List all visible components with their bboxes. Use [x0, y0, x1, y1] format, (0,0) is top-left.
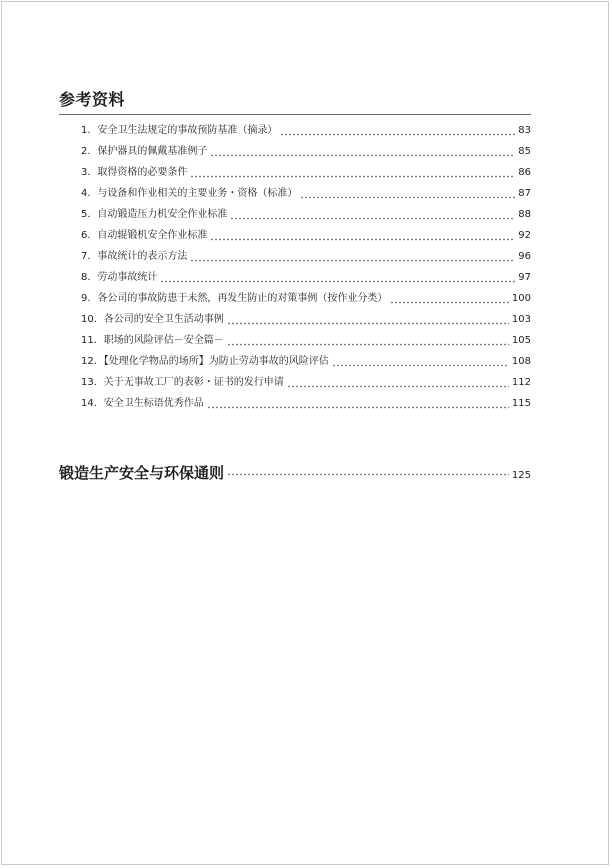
main-section-title: 锻造生产安全与环保通则 — [59, 464, 225, 482]
dot-leader — [227, 319, 509, 328]
toc-entry-title: 12．【处理化学物品的场所】为防止劳动事故的风险评估 — [81, 356, 329, 367]
toc-entry[interactable] — [81, 355, 531, 376]
toc-entry-page: 112 — [511, 377, 531, 388]
toc-entry-title: 9．各公司的事故防患于未然，再发生防止的对策事例（按作业分类） — [81, 293, 388, 304]
dot-leader — [190, 172, 515, 181]
dot-leader — [300, 193, 515, 202]
toc-entry-title: 14．安全卫生标语优秀作品 — [81, 398, 204, 409]
dot-leader — [227, 340, 509, 349]
heading-divider — [59, 114, 531, 115]
toc-entry-title: 2．保护器具的佩戴基准例子 — [81, 146, 208, 157]
toc-entry-page: 87 — [518, 188, 531, 199]
dot-leader — [390, 298, 509, 307]
toc-entry-title: 6．自动辊锻机安全作业标准 — [81, 230, 208, 241]
dot-leader — [160, 277, 515, 286]
toc-entry[interactable] — [81, 250, 531, 271]
toc-entry-title: 8．劳动事故统计 — [81, 272, 158, 283]
toc-entry-title: 1．安全卫生法规定的事故预防基准（摘录） — [81, 125, 278, 136]
toc-entry[interactable] — [81, 124, 531, 145]
dot-leader — [280, 130, 515, 139]
toc-entry-title: 3．取得资格的必要条件 — [81, 167, 188, 178]
toc-entry[interactable] — [81, 145, 531, 166]
toc-entry[interactable] — [81, 334, 531, 355]
main-section-entry[interactable] — [59, 463, 531, 483]
toc-entry[interactable] — [81, 292, 531, 313]
main-section-page: 125 — [511, 470, 531, 481]
dot-leader — [332, 361, 509, 370]
toc-entry-page: 97 — [518, 272, 531, 283]
toc-entry-page: 86 — [518, 167, 531, 178]
toc-entry[interactable] — [81, 208, 531, 229]
toc-entry[interactable] — [81, 229, 531, 250]
toc-entry-title: 7．事故统计的表示方法 — [81, 251, 188, 262]
toc-entry[interactable] — [81, 376, 531, 397]
dot-leader — [207, 403, 509, 412]
toc-entry-page: 100 — [511, 293, 531, 304]
toc-entry-page: 85 — [518, 146, 531, 157]
toc-entry-page: 105 — [511, 335, 531, 346]
section-heading: 参考资料 — [59, 90, 126, 109]
toc-entry-page: 88 — [518, 209, 531, 220]
toc-entry-page: 96 — [518, 251, 531, 262]
toc-entry[interactable] — [81, 271, 531, 292]
toc-entry[interactable] — [81, 313, 531, 334]
toc-entry-page: 108 — [511, 356, 531, 367]
toc-entry-title: 4．与设备和作业相关的主要业务・资格（标准） — [81, 188, 298, 199]
dot-leader — [287, 382, 509, 391]
toc-entry-title: 5．自动锻造压力机安全作业标准 — [81, 209, 228, 220]
toc-list — [81, 124, 531, 418]
toc-entry[interactable] — [81, 187, 531, 208]
dot-leader — [230, 214, 515, 223]
toc-entry-page: 115 — [511, 398, 531, 409]
dot-leader — [210, 151, 515, 160]
toc-entry-page: 83 — [518, 125, 531, 136]
dot-leader — [210, 235, 515, 244]
toc-entry-page: 103 — [511, 314, 531, 325]
toc-entry[interactable] — [81, 166, 531, 187]
toc-entry-title: 11．职场的风险评估－安全篇－ — [81, 335, 224, 346]
dot-leader — [190, 256, 515, 265]
toc-entry[interactable] — [81, 397, 531, 418]
dot-leader — [227, 470, 509, 479]
toc-entry-page: 92 — [518, 230, 531, 241]
toc-entry-title: 13．关于无事故工厂的表彰・证书的发行申请 — [81, 377, 284, 388]
toc-entry-title: 10．各公司的安全卫生活动事例 — [81, 314, 224, 325]
